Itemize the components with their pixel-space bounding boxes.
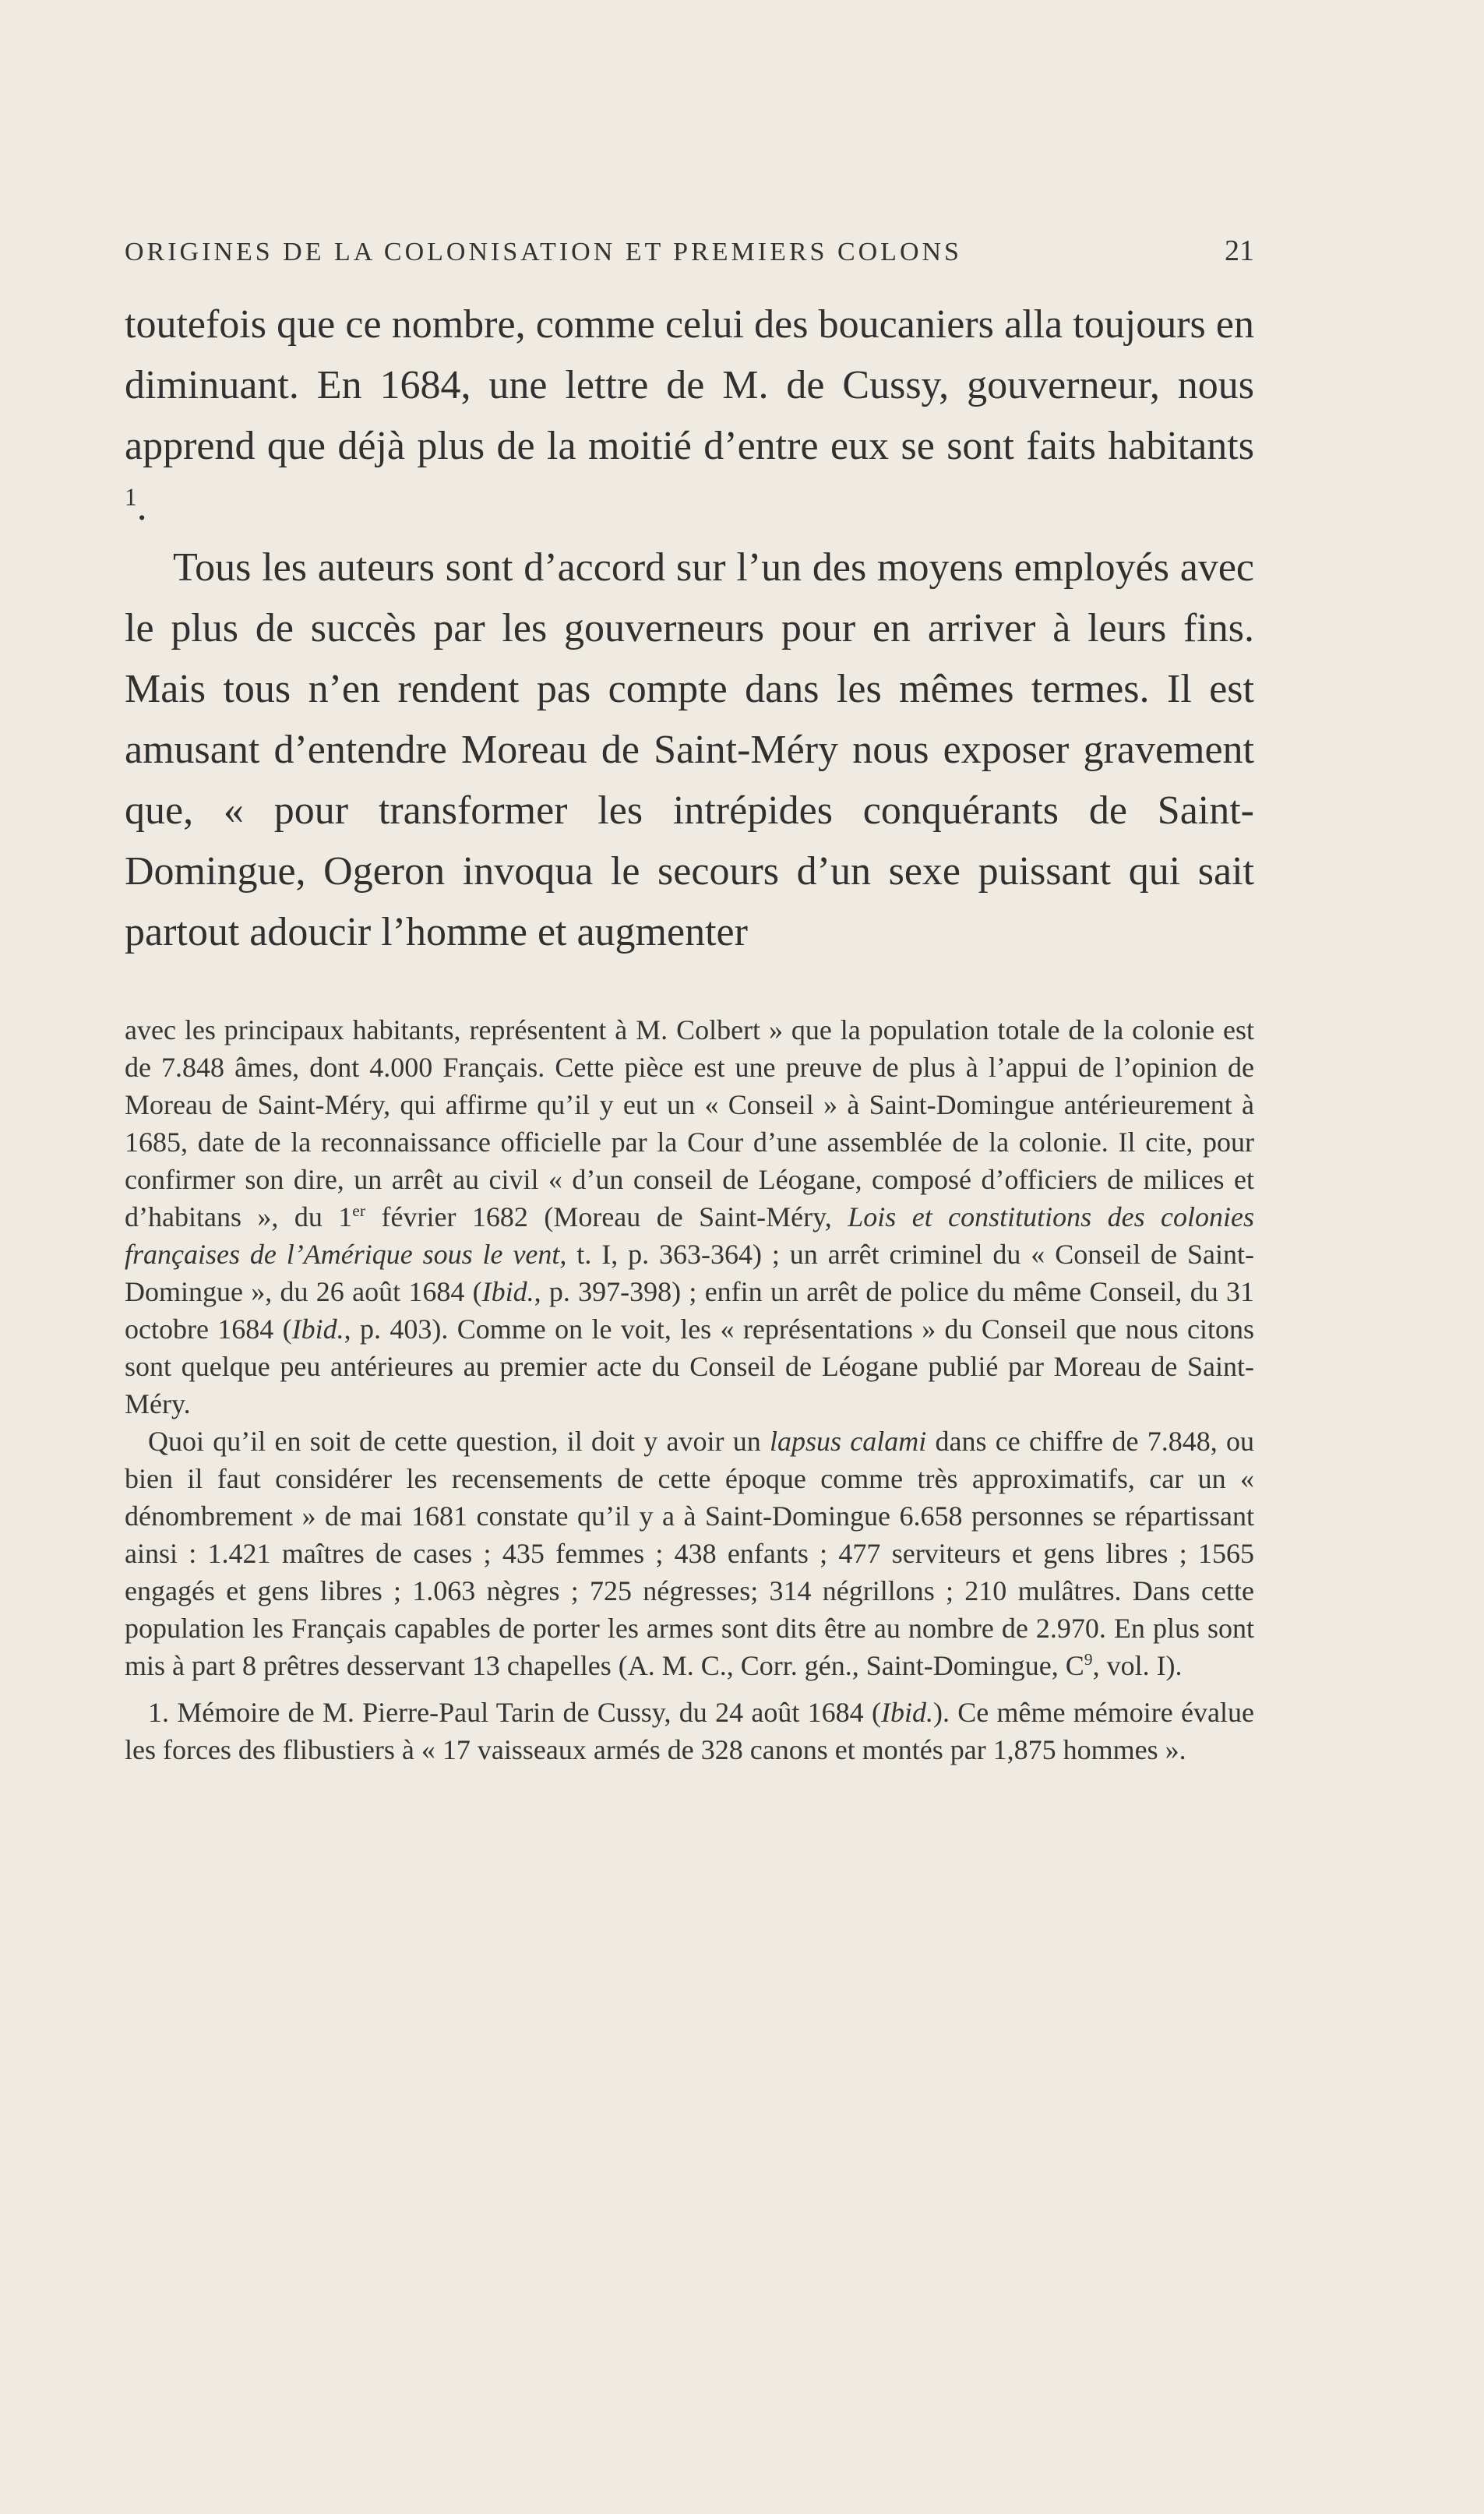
note-1-sup: er [352, 1201, 366, 1220]
note-1-ibid-2: Ibid. [291, 1313, 344, 1345]
footnote-1-part-a: Mémoire de M. Pierre-Paul Tarin de Cussy, du 24 août 1684 ( [169, 1697, 881, 1728]
paragraph-1-text: toutefois que ce nombre, comme celui des boucaniers alla toujours en diminuant. En 1684, une lettre de M. de Cussy, gouverneur, nous apprend que déjà plus de la moitié d’entre eux se sont faits habitants [125, 302, 1254, 468]
paragraph-2: Tous les auteurs sont d’accord sur l’un des moyens employés avec le plus de succès par les gouverneurs pour en arriver à leurs fins. Mais tous n’en rendent pas compte dans les mêmes termes. Il est amusant d’entendre Moreau de Saint-Méry nous exposer gravement que, « pour transformer les intrépides conquérants de Saint-Domingue, Ogeron invoqua le secours d’un sexe puissant qui sait partout adoucir l’homme et augmenter [125, 545, 1254, 954]
note-2-part-b: dans ce chiffre de 7.848, ou bien il faut considérer les recensements de cette époque comme très approximatifs, car un « dénombrement » de mai 1681 constate qu’il y a à Saint-Domingue 6.658 personnes se répartissant ainsi : 1.421 maîtres de cases ; 435 femmes ; 438 enfants ; 477 serviteurs et gens libres ; 1565 engagés et gens libres ; 1.063 nègres ; 725 négresses; 314 négrillons ; 210 mulâtres. Dans cette population les Français capables de porter les armes sont dits être au nombre de 2.970. En plus sont mis à part 8 prêtres desservant 13 chapelles (A. M. C., Corr. gén., Saint-Domingue, C [125, 1426, 1254, 1681]
note-2-italic: lapsus calami [769, 1426, 927, 1457]
note-1-part-d: , p. 397-398) ; enfin un arrêt de police du même Conseil, du 31 octobre 1684 ( [125, 1276, 1254, 1345]
footnote-ref-1: 1 [125, 483, 137, 511]
paragraph-1 [125, 294, 1254, 538]
note-continuation [125, 1011, 1254, 1423]
notes-section [125, 1011, 1254, 1768]
footnote-1 [125, 1694, 1254, 1768]
paragraph-1-end: . [136, 485, 147, 529]
running-head [125, 234, 1254, 268]
page [125, 234, 1254, 1768]
note-paragraph-2 [125, 1423, 1254, 1684]
running-title: ORIGINES DE LA COLONISATION ET PREMIERS COLONS [125, 238, 962, 266]
note-1-ibid-1: Ibid. [481, 1276, 534, 1307]
note-1-part-c: t. I, p. 363-364) ; un arrêt criminel du « Conseil de Saint-Domingue », du 26 août 1684 ( [125, 1239, 1254, 1307]
note-1-part-b: février 1682 (Moreau de Saint-Méry, [365, 1201, 848, 1232]
note-2-sup: 9 [1084, 1650, 1093, 1669]
page-number: 21 [1225, 234, 1254, 267]
footnote-1-part-b: ). Ce même mémoire évalue les forces des flibustiers à « 17 vaisseaux armés de 328 canons et montés par 1,875 hommes ». [125, 1697, 1254, 1765]
footnote-1-number: 1. [148, 1697, 169, 1728]
main-text [125, 294, 1254, 963]
note-1-part-a: avec les principaux habitants, représentent à M. Colbert » que la population totale de la colonie est de 7.848 âmes, dont 4.000 Français. Cette pièce est une preuve de plus à l’appui de l’opinion de Moreau de Saint-Méry, qui affirme qu’il y eut un « Conseil » à Saint-Domingue antérieurement à 1685, date de la reconnaissance officielle par la Cour d’une assemblée de la colonie. Il cite, pour confirmer son dire, un arrêt au civil « d’un conseil de Léogane, composé d’officiers de milices et d’habitans », du 1 [125, 1014, 1254, 1232]
note-2-part-a: Quoi qu’il en soit de cette question, il doit y avoir un [148, 1426, 770, 1457]
note-1-part-e: , p. 403). Comme on le voit, les « représentations » du Conseil que nous citons sont quelque peu antérieures au premier acte du Conseil de Léogane publié par Moreau de Saint-Méry. [125, 1313, 1255, 1419]
note-1-title: Lois et constitutions des colonies françaises de l’Amérique sous le vent, [125, 1201, 1254, 1270]
footnote-1-ibid: Ibid. [880, 1697, 933, 1728]
note-2-part-c: , vol. I). [1092, 1650, 1183, 1681]
